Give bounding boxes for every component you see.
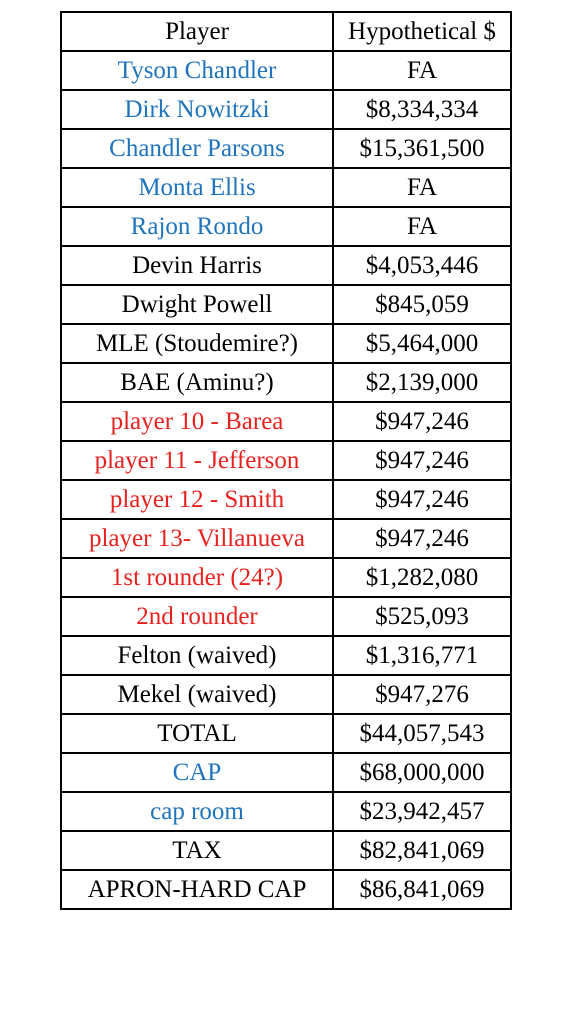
table-row [61, 441, 511, 480]
amount-cell: $23,942,457 [333, 792, 511, 831]
player-cell: Dirk Nowitzki [61, 90, 333, 129]
amount-cell: $4,053,446 [333, 246, 511, 285]
table-row [61, 285, 511, 324]
header-hypothetical-amount: Hypothetical $ [333, 12, 511, 51]
amount-cell: $15,361,500 [333, 129, 511, 168]
table-row [61, 675, 511, 714]
amount-cell: $947,276 [333, 675, 511, 714]
amount-cell: $68,000,000 [333, 753, 511, 792]
table-row [61, 831, 511, 870]
player-cell: Devin Harris [61, 246, 333, 285]
player-cell: Mekel (waived) [61, 675, 333, 714]
player-cell: player 12 - Smith [61, 480, 333, 519]
amount-cell: $845,059 [333, 285, 511, 324]
amount-cell: $1,316,771 [333, 636, 511, 675]
player-cell: Chandler Parsons [61, 129, 333, 168]
table-row [61, 90, 511, 129]
amount-cell: $947,246 [333, 480, 511, 519]
player-cell: Rajon Rondo [61, 207, 333, 246]
amount-cell: $947,246 [333, 402, 511, 441]
table-row [61, 129, 511, 168]
table-row [61, 870, 511, 909]
table-row [61, 753, 511, 792]
amount-cell: $947,246 [333, 519, 511, 558]
player-cell: CAP [61, 753, 333, 792]
player-cell: 1st rounder (24?) [61, 558, 333, 597]
amount-cell: $1,282,080 [333, 558, 511, 597]
table-row [61, 792, 511, 831]
player-cell: Tyson Chandler [61, 51, 333, 90]
amount-cell: $8,334,334 [333, 90, 511, 129]
player-cell: cap room [61, 792, 333, 831]
table-row [61, 51, 511, 90]
player-cell: 2nd rounder [61, 597, 333, 636]
player-cell: BAE (Aminu?) [61, 363, 333, 402]
player-cell: player 13- Villanueva [61, 519, 333, 558]
amount-cell: $5,464,000 [333, 324, 511, 363]
table-body [61, 51, 511, 909]
player-cell: player 11 - Jefferson [61, 441, 333, 480]
table-row [61, 714, 511, 753]
table-row [61, 363, 511, 402]
header-player: Player [61, 12, 333, 51]
player-cell: TAX [61, 831, 333, 870]
table-row [61, 168, 511, 207]
player-cell: MLE (Stoudemire?) [61, 324, 333, 363]
table-row [61, 519, 511, 558]
amount-cell: $86,841,069 [333, 870, 511, 909]
amount-cell: $2,139,000 [333, 363, 511, 402]
amount-cell: $82,841,069 [333, 831, 511, 870]
player-cell: player 10 - Barea [61, 402, 333, 441]
table-row [61, 558, 511, 597]
amount-cell: FA [333, 51, 511, 90]
amount-cell: $947,246 [333, 441, 511, 480]
table-row [61, 480, 511, 519]
table-row [61, 597, 511, 636]
player-cell: Dwight Powell [61, 285, 333, 324]
amount-cell: $525,093 [333, 597, 511, 636]
amount-cell: $44,057,543 [333, 714, 511, 753]
amount-cell: FA [333, 207, 511, 246]
table-row [61, 636, 511, 675]
cropped-text-fragment [62, 1016, 512, 1024]
table-row [61, 324, 511, 363]
player-cell: Felton (waived) [61, 636, 333, 675]
salary-cap-table [60, 11, 512, 910]
table-row [61, 246, 511, 285]
table-header-row [61, 12, 511, 51]
amount-cell: FA [333, 168, 511, 207]
player-cell: APRON-HARD CAP [61, 870, 333, 909]
table-row [61, 207, 511, 246]
player-cell: Monta Ellis [61, 168, 333, 207]
table-row [61, 402, 511, 441]
player-cell: TOTAL [61, 714, 333, 753]
